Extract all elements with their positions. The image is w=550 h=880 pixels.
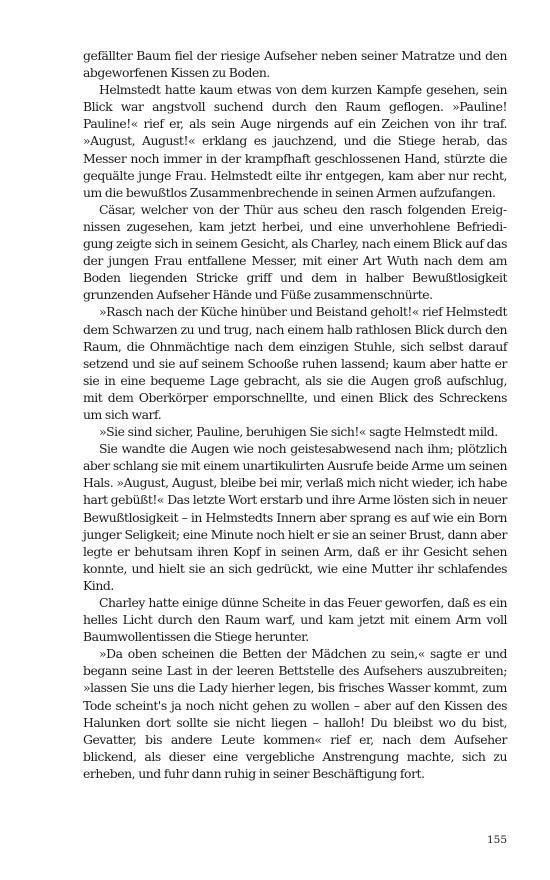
paragraph-8: »Da oben scheinen die Betten der Mädchen zu sein,« sagte er und begann seine Last in der leeren Bettstelle des Aufsehers auszubreiten; »lassen Sie uns die Lady hierher legen, bis frisches Wasser kommt, zum Tode scheint's ja noch nicht gehen zu wollen – aber auf den Kissen des Halunken dort sollte sie nicht liegen – halloh! Du bleibst wo du bist, Gevatter, bis andere Leute kommen« rief er, nach dem Aufseher blickend, als dieser eine vergebliche Anstrengung machte, sich zu erheben, und fuhr dann ruhig in seiner Beschäftigung fort. <box>83 646 507 781</box>
paragraph-5: »Sie sind sicher, Pauline, beruhigen Sie sich!« sagte Helmstedt mild. <box>99 424 498 440</box>
paragraph-3: Cäsar, welcher von der Thür aus scheu den rasch folgenden Ereignissen zugesehen, kam jetzt herbei, und eine unverhohlene Befriedigung zeigte sich in seinem Gesicht, als Charley, nach einem Blick auf das der jungen Frau entfallene Messer, mit einer Art Wuth nach dem am Boden liegenden Stricke griff und dem in halber Bewußtlosigkeit grunzenden Aufseher Hände und Füße zusammenschnürte. <box>83 201 507 303</box>
paragraph-4: »Rasch nach der Küche hinüber und Beistand geholt!« rief Helmstedt dem Schwarzen zu und trug, nach einem halb rathlosen Blick durch den Raum, die Ohnmächtige nach dem einzigen Stuhle, sich selbst darauf setzend und sie auf seinem Schooße ruhen lassend; kaum aber hatte er sie in eine bequeme Lage gebracht, als sie die Augen groß aufschlug, mit dem Oberkörper emporschnellte, und einen Blick des Schreckens um sich warf. <box>83 304 507 422</box>
paragraph-7: Charley hatte einige dünne Scheite in das Feuer geworfen, daß es ein helles Licht durch den Raum warf, und kam jetzt mit einem Arm voll Baumwollentissen die Stiege herunter. <box>83 595 507 645</box>
page-number: 155 <box>486 834 507 846</box>
paragraph-1: gefällter Baum fiel der riesige Aufseher neben seiner Matratze und den abgeworfenen Kissen zu Boden. <box>83 48 507 81</box>
paragraph-2: Helmstedt hatte kaum etwas von dem kurzen Kampfe gesehen, sein Blick war angstvoll suchend durch den Raum geflogen. »Pauline! Pauline!« rief er, als sein Auge nirgends auf ein Zeichen von ihr traf. »August, August!« erklang es jauchzend, und die Stiege herab, das Messer noch immer in der krampfhaft geschlossenen Hand, stürzte die gequälte junge Frau. Helmstedt eilte ihr entgegen, kam aber nur recht, um die bewußtlos Zusammenbrechende in seinen Armen aufzufangen. <box>83 82 507 200</box>
paragraph-6: Sie wandte die Augen wie noch geistesabwesend nach ihm; plötzlich aber schlang sie mit einem unartikulirten Ausrufe beide Arme um seinen Hals. »August, August, bleibe bei mir, verlaß mich nicht wieder, ich habe hart gebüßt!« Das letzte Wort erstarb und ihre Arme lösten sich in neuer Bewußtlosigkeit – in Helmstedts Innern aber sprang es auf wie ein Born junger Seligkeit; eine Minute noch hielt er sie an seiner Brust, dann aber legte er behutsam ihren Kopf in seinen Arm, daß er ihr Gesicht sehen konnte, und hielt sie an sich gedrückt, wie eine Mutter ihr schlafendes Kind. <box>83 441 507 593</box>
page-body <box>83 47 507 782</box>
